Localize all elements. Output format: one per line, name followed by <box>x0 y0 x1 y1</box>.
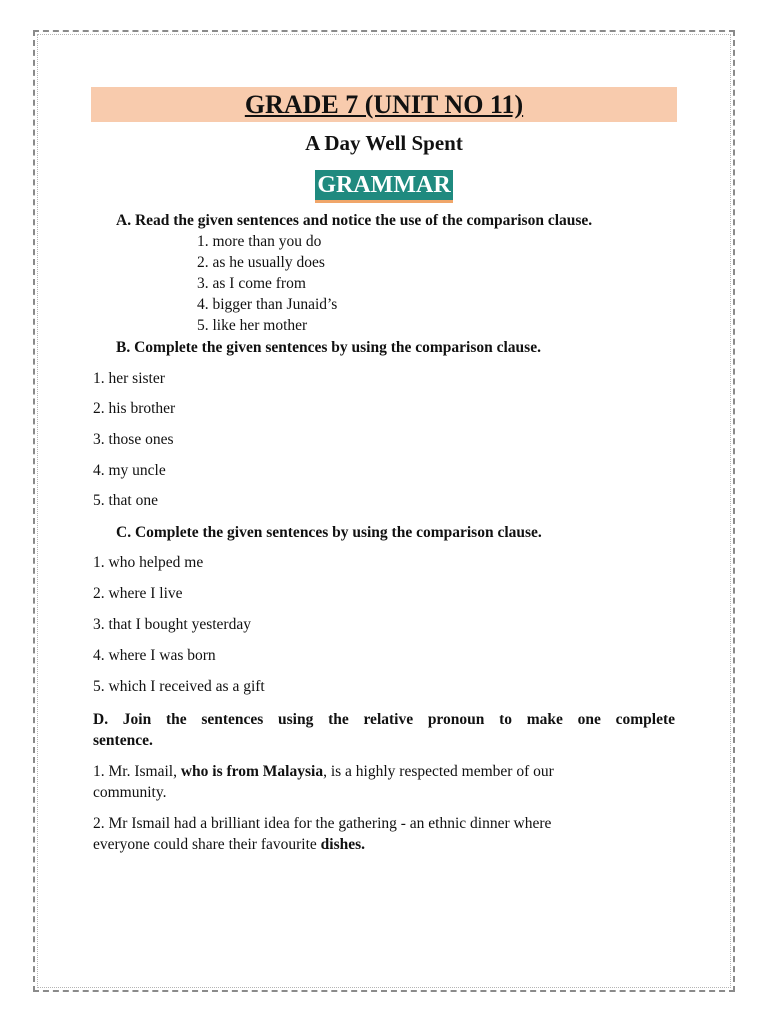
section-a-item: 3. as I come from <box>197 275 306 292</box>
section-b-item: 1. her sister <box>93 370 165 387</box>
section-c-item: 3. that I bought yesterday <box>93 616 251 633</box>
section-b-item: 3. those ones <box>93 431 174 448</box>
answer-2-prefix: everyone could share their favourite <box>93 836 321 853</box>
section-d-heading-cont: sentence. <box>93 732 153 749</box>
section-d-answer-2: 2. Mr Ismail had a brilliant idea for the gathering - an ethnic dinner where <box>93 815 552 832</box>
section-b-item: 2. his brother <box>93 400 176 417</box>
answer-1-suffix: , is a highly respected member of our <box>323 763 554 780</box>
section-c-item: 5. which I received as a gift <box>93 678 265 695</box>
grammar-tag: GRAMMAR <box>315 170 452 203</box>
section-d-heading: D. Join the sentences using the relative pronoun to make one complete <box>93 711 675 728</box>
answer-1-bold: who is from Malaysia <box>180 763 324 780</box>
section-d-answer-1-cont: community. <box>93 784 167 801</box>
section-c-item: 4. where I was born <box>93 647 216 664</box>
title-banner <box>91 87 677 122</box>
page-title: GRADE 7 (UNIT NO 11) <box>244 90 524 119</box>
section-b-heading: B. Complete the given sentences by using the comparison clause. <box>116 339 541 356</box>
section-a-item: 2. as he usually does <box>197 254 325 271</box>
section-a-item: 1. more than you do <box>197 233 322 250</box>
answer-1-prefix: 1. Mr. Ismail, <box>93 763 181 780</box>
section-tag-wrap <box>0 170 768 203</box>
section-d-answer-1 <box>93 761 675 782</box>
section-c-heading: C. Complete the given sentences by using the comparison clause. <box>116 524 542 541</box>
answer-2-bold: dishes. <box>320 836 366 853</box>
section-a-heading: A. Read the given sentences and notice the use of the comparison clause. <box>116 212 593 229</box>
section-c-item: 1. who helped me <box>93 554 204 571</box>
section-d-answer-2-cont <box>93 834 675 855</box>
section-b-item: 5. that one <box>93 492 158 509</box>
section-a-item: 4. bigger than Junaid’s <box>197 296 338 313</box>
section-c-item: 2. where I live <box>93 585 183 602</box>
unit-subtitle: A Day Well Spent <box>305 131 463 155</box>
section-a-item: 5. like her mother <box>197 317 308 334</box>
section-b-item: 4. my uncle <box>93 462 166 479</box>
